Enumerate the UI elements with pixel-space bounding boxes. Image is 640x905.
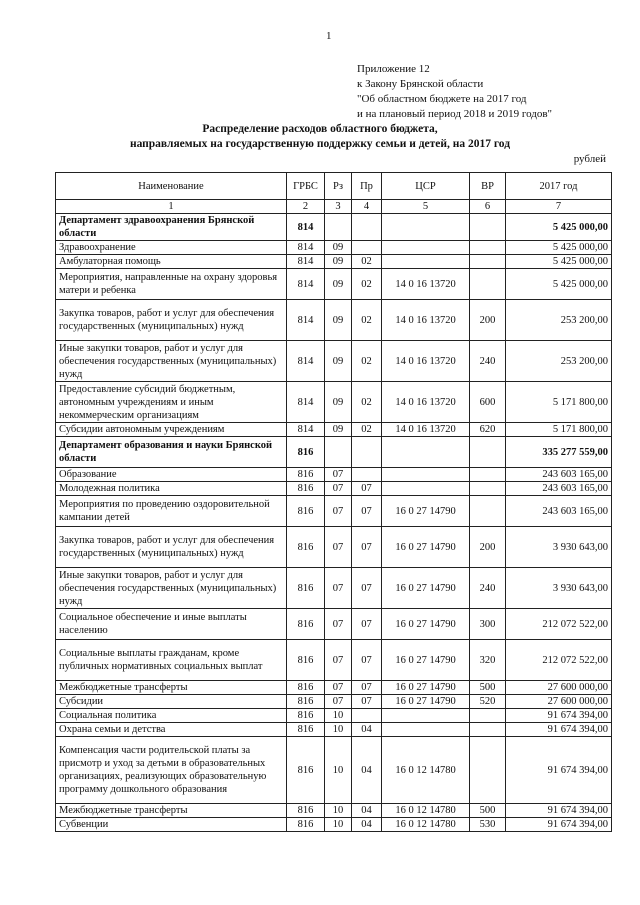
- table-row: [56, 423, 612, 437]
- table-row: [56, 214, 612, 241]
- row-pr: 04: [352, 818, 382, 832]
- row-vr: [470, 214, 506, 241]
- row-pr: 02: [352, 341, 382, 382]
- row-name: Иные закупки товаров, работ и услуг для обеспечения государственных (муниципальных) нужд: [56, 341, 287, 382]
- column-index: 1: [56, 200, 287, 214]
- row-rz: 07: [325, 527, 352, 568]
- budget-table: [55, 172, 612, 832]
- row-amount: 27 600 000,00: [506, 681, 612, 695]
- column-index: 5: [382, 200, 470, 214]
- row-grbs: 816: [287, 804, 325, 818]
- row-name: Межбюджетные трансферты: [56, 681, 287, 695]
- table-row: [56, 681, 612, 695]
- row-name: Иные закупки товаров, работ и услуг для обеспечения государственных (муниципальных) нужд: [56, 568, 287, 609]
- row-amount: 5 171 800,00: [506, 382, 612, 423]
- row-grbs: 816: [287, 709, 325, 723]
- row-csr: 14 0 16 13720: [382, 382, 470, 423]
- column-index: 2: [287, 200, 325, 214]
- title-line-1: Распределение расходов областного бюджета,: [202, 123, 438, 135]
- row-amount: 243 603 165,00: [506, 482, 612, 496]
- row-pr: 02: [352, 382, 382, 423]
- row-vr: [470, 255, 506, 269]
- row-amount: 91 674 394,00: [506, 804, 612, 818]
- row-vr: [470, 468, 506, 482]
- annex-line-2: к Закону Брянской области: [357, 78, 484, 90]
- row-name: Департамент образования и науки Брянской области: [56, 437, 287, 468]
- row-grbs: 816: [287, 640, 325, 681]
- row-grbs: 816: [287, 609, 325, 640]
- row-name: Субсидии: [56, 695, 287, 709]
- row-vr: 200: [470, 300, 506, 341]
- row-amount: 5 425 000,00: [506, 214, 612, 241]
- row-name: Охрана семьи и детства: [56, 723, 287, 737]
- annex-block: [357, 62, 552, 122]
- table-row: [56, 468, 612, 482]
- header-row: [56, 173, 612, 200]
- row-vr: [470, 269, 506, 300]
- table-row: [56, 737, 612, 804]
- row-grbs: 816: [287, 527, 325, 568]
- row-grbs: 814: [287, 269, 325, 300]
- row-name: Мероприятия по проведению оздоровительной кампании детей: [56, 496, 287, 527]
- row-pr: 07: [352, 496, 382, 527]
- row-name: Амбулаторная помощь: [56, 255, 287, 269]
- table-row: [56, 818, 612, 832]
- row-name: Субсидии автономным учреждениям: [56, 423, 287, 437]
- table-row: [56, 723, 612, 737]
- row-vr: [470, 709, 506, 723]
- row-name: Компенсация части родительской платы за присмотр и уход за детьми в образовательных организациях, реализующих образовательную программу дошкольного образования: [56, 737, 287, 804]
- row-csr: 16 0 27 14790: [382, 681, 470, 695]
- row-csr: [382, 709, 470, 723]
- row-pr: 07: [352, 640, 382, 681]
- row-vr: 520: [470, 695, 506, 709]
- table-row: [56, 695, 612, 709]
- row-rz: 09: [325, 341, 352, 382]
- header-name: Наименование: [56, 173, 287, 200]
- row-name: Образование: [56, 468, 287, 482]
- row-rz: 09: [325, 269, 352, 300]
- row-amount: 91 674 394,00: [506, 737, 612, 804]
- row-csr: 16 0 27 14790: [382, 695, 470, 709]
- row-pr: 07: [352, 527, 382, 568]
- row-pr: 02: [352, 269, 382, 300]
- row-grbs: 814: [287, 214, 325, 241]
- row-amount: 91 674 394,00: [506, 818, 612, 832]
- table-row: [56, 269, 612, 300]
- row-pr: [352, 214, 382, 241]
- header-year: 2017 год: [506, 173, 612, 200]
- row-csr: 16 0 27 14790: [382, 609, 470, 640]
- row-csr: 14 0 16 13720: [382, 300, 470, 341]
- row-rz: 10: [325, 723, 352, 737]
- row-pr: 02: [352, 300, 382, 341]
- row-name: Субвенции: [56, 818, 287, 832]
- row-csr: 16 0 27 14790: [382, 568, 470, 609]
- row-amount: 27 600 000,00: [506, 695, 612, 709]
- table-row: [56, 804, 612, 818]
- row-csr: [382, 437, 470, 468]
- row-name: Социальная политика: [56, 709, 287, 723]
- row-csr: 14 0 16 13720: [382, 269, 470, 300]
- row-grbs: 814: [287, 423, 325, 437]
- row-name: Предоставление субсидий бюджетным, автономным учреждениям и иным некоммерческим организациям: [56, 382, 287, 423]
- row-vr: 620: [470, 423, 506, 437]
- row-pr: 07: [352, 482, 382, 496]
- table-row: [56, 341, 612, 382]
- document-title: [0, 122, 640, 152]
- row-csr: 16 0 27 14790: [382, 640, 470, 681]
- row-grbs: 816: [287, 681, 325, 695]
- row-amount: 212 072 522,00: [506, 640, 612, 681]
- row-vr: [470, 496, 506, 527]
- column-index: 4: [352, 200, 382, 214]
- row-rz: 07: [325, 640, 352, 681]
- row-vr: 320: [470, 640, 506, 681]
- row-rz: 07: [325, 468, 352, 482]
- row-pr: 07: [352, 681, 382, 695]
- column-index: 7: [506, 200, 612, 214]
- table-row: [56, 482, 612, 496]
- row-name: Здравоохранение: [56, 241, 287, 255]
- row-name: Департамент здравоохранения Брянской области: [56, 214, 287, 241]
- row-name: Межбюджетные трансферты: [56, 804, 287, 818]
- row-rz: 09: [325, 382, 352, 423]
- row-pr: 02: [352, 423, 382, 437]
- table-row: [56, 255, 612, 269]
- row-pr: 07: [352, 695, 382, 709]
- row-csr: [382, 255, 470, 269]
- row-amount: 243 603 165,00: [506, 496, 612, 527]
- table-row: [56, 609, 612, 640]
- row-vr: 200: [470, 527, 506, 568]
- row-rz: 10: [325, 804, 352, 818]
- table-row: [56, 568, 612, 609]
- table-body: [56, 214, 612, 832]
- row-vr: [470, 723, 506, 737]
- table-row: [56, 300, 612, 341]
- page-number: 1: [326, 30, 332, 42]
- row-csr: [382, 241, 470, 255]
- row-pr: 04: [352, 723, 382, 737]
- row-csr: [382, 214, 470, 241]
- row-pr: [352, 241, 382, 255]
- annex-line-4: и на плановый период 2018 и 2019 годов": [357, 108, 553, 120]
- row-grbs: 816: [287, 437, 325, 468]
- row-grbs: 814: [287, 341, 325, 382]
- row-csr: 16 0 27 14790: [382, 527, 470, 568]
- title-line-2: направляемых на государственную поддержку семьи и детей, на 2017 год: [129, 138, 511, 150]
- row-grbs: 814: [287, 255, 325, 269]
- header-csr: ЦСР: [382, 173, 470, 200]
- row-amount: 91 674 394,00: [506, 723, 612, 737]
- annex-line-3: "Об областном бюджете на 2017 год: [357, 93, 527, 105]
- row-grbs: 816: [287, 737, 325, 804]
- row-grbs: 816: [287, 468, 325, 482]
- row-rz: 09: [325, 300, 352, 341]
- row-vr: 500: [470, 804, 506, 818]
- row-csr: 16 0 27 14790: [382, 496, 470, 527]
- row-name: Мероприятия, направленные на охрану здоровья матери и ребенка: [56, 269, 287, 300]
- row-rz: 07: [325, 695, 352, 709]
- table-row: [56, 496, 612, 527]
- header-grbs: ГРБС: [287, 173, 325, 200]
- row-vr: [470, 241, 506, 255]
- header-rz: Рз: [325, 173, 352, 200]
- row-csr: 14 0 16 13720: [382, 341, 470, 382]
- row-rz: 09: [325, 241, 352, 255]
- row-name: Закупка товаров, работ и услуг для обеспечения государственных (муниципальных) нужд: [56, 300, 287, 341]
- row-amount: 253 200,00: [506, 341, 612, 382]
- row-rz: 07: [325, 609, 352, 640]
- row-amount: 5 425 000,00: [506, 269, 612, 300]
- row-pr: [352, 437, 382, 468]
- row-amount: 91 674 394,00: [506, 709, 612, 723]
- row-rz: 10: [325, 737, 352, 804]
- row-csr: [382, 723, 470, 737]
- row-pr: 07: [352, 568, 382, 609]
- table-row: [56, 709, 612, 723]
- row-grbs: 814: [287, 382, 325, 423]
- column-index: 3: [325, 200, 352, 214]
- row-vr: 500: [470, 681, 506, 695]
- row-pr: 07: [352, 609, 382, 640]
- row-vr: 600: [470, 382, 506, 423]
- row-vr: 240: [470, 568, 506, 609]
- row-grbs: 816: [287, 496, 325, 527]
- row-grbs: 816: [287, 818, 325, 832]
- row-amount: 3 930 643,00: [506, 568, 612, 609]
- row-amount: 5 425 000,00: [506, 241, 612, 255]
- header-vr: ВР: [470, 173, 506, 200]
- row-amount: 335 277 559,00: [506, 437, 612, 468]
- row-amount: 253 200,00: [506, 300, 612, 341]
- table-row: [56, 437, 612, 468]
- row-csr: 16 0 12 14780: [382, 818, 470, 832]
- row-vr: [470, 737, 506, 804]
- row-amount: 243 603 165,00: [506, 468, 612, 482]
- row-pr: [352, 468, 382, 482]
- row-name: Молодежная политика: [56, 482, 287, 496]
- row-pr: [352, 709, 382, 723]
- row-name: Закупка товаров, работ и услуг для обеспечения государственных (муниципальных) нужд: [56, 527, 287, 568]
- table-row: [56, 640, 612, 681]
- row-grbs: 814: [287, 300, 325, 341]
- row-grbs: 816: [287, 723, 325, 737]
- row-rz: [325, 437, 352, 468]
- row-grbs: 816: [287, 568, 325, 609]
- row-grbs: 814: [287, 241, 325, 255]
- row-amount: 5 171 800,00: [506, 423, 612, 437]
- row-rz: 07: [325, 496, 352, 527]
- row-pr: 04: [352, 804, 382, 818]
- row-rz: 10: [325, 818, 352, 832]
- row-amount: 5 425 000,00: [506, 255, 612, 269]
- row-name: Социальное обеспечение и иные выплаты населению: [56, 609, 287, 640]
- row-vr: [470, 437, 506, 468]
- row-vr: [470, 482, 506, 496]
- row-rz: 10: [325, 709, 352, 723]
- row-csr: 14 0 16 13720: [382, 423, 470, 437]
- currency-units: рублей: [573, 153, 606, 165]
- column-index: 6: [470, 200, 506, 214]
- row-csr: 16 0 12 14780: [382, 737, 470, 804]
- table-row: [56, 527, 612, 568]
- row-grbs: 816: [287, 482, 325, 496]
- row-amount: 212 072 522,00: [506, 609, 612, 640]
- column-index-row: [56, 200, 612, 214]
- table-row: [56, 241, 612, 255]
- annex-line-1: Приложение 12: [357, 63, 430, 75]
- row-pr: 04: [352, 737, 382, 804]
- row-grbs: 816: [287, 695, 325, 709]
- row-rz: 07: [325, 681, 352, 695]
- row-csr: [382, 482, 470, 496]
- row-pr: 02: [352, 255, 382, 269]
- row-rz: [325, 214, 352, 241]
- row-csr: [382, 468, 470, 482]
- row-name: Социальные выплаты гражданам, кроме публичных нормативных социальных выплат: [56, 640, 287, 681]
- row-vr: 240: [470, 341, 506, 382]
- row-csr: 16 0 12 14780: [382, 804, 470, 818]
- row-rz: 09: [325, 423, 352, 437]
- row-rz: 07: [325, 568, 352, 609]
- header-pr: Пр: [352, 173, 382, 200]
- row-rz: 07: [325, 482, 352, 496]
- row-vr: 530: [470, 818, 506, 832]
- row-amount: 3 930 643,00: [506, 527, 612, 568]
- row-vr: 300: [470, 609, 506, 640]
- table-row: [56, 382, 612, 423]
- row-rz: 09: [325, 255, 352, 269]
